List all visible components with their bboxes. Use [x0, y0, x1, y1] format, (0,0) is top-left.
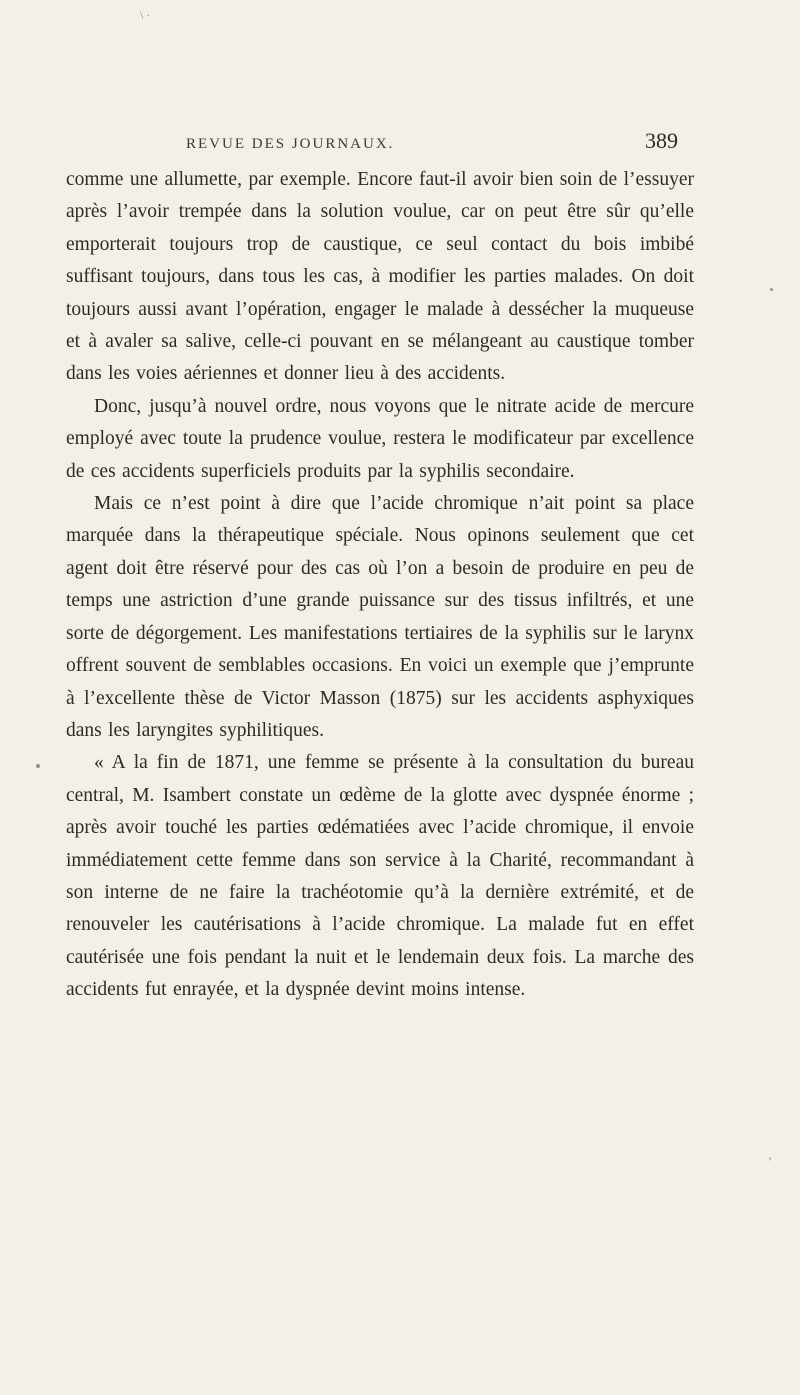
scan-speck — [770, 288, 773, 291]
paragraph-continuation: comme une allumette, par exemple. Encore faut-il avoir bien soin de l’essuyer après l’avoir trempée dans la solution voulue, car on peut être sûr qu’elle emporterait toujours trop de caustique, ce seul contact du bois imbibé suffisant toujours, dans tous les cas, à modifier les parties malades. On doit toujours aussi avant l’opération, engager le malade à dessécher la muqueuse et à avaler sa salive, celle-ci pouvant en se mélangeant au caustique tomber dans les voies aériennes et donner lieu à des accidents. — [66, 169, 694, 385]
running-header-title: REVUE DES JOURNAUX. — [186, 136, 395, 152]
paragraph-quote: « A la fin de 1871, une femme se présente à la consultation du bureau central, M. Isambert constate un œdème de la glotte avec dyspnée énorme ; après avoir touché les parties œdématiées avec l’acide chromique, il envoie immédiatement cette femme dans son service à la Charité, recommandant à son interne de ne faire la trachéotomie qu’à la dernière extrémité, et de renouveler les cautérisations à l’acide chromique. La malade fut en effet cautérisée une fois pendant la nuit et le lendemain deux fois. La marche des accidents fut enrayée, et la dyspnée devint moins intense. — [66, 752, 694, 1001]
paragraph: Donc, jusqu’à nouvel ordre, nous voyons que le nitrate acide de mercure employé avec toute la prudence voulue, restera le modificateur par excellence de ces accidents superficiels produits par la syphilis secondaire. — [66, 395, 694, 482]
scan-speck — [36, 764, 40, 768]
paragraph: Mais ce n’est point à dire que l’acide chromique n’ait point sa place marquée dans la thérapeutique spéciale. Nous opinons seulement que cet agent doit être réservé pour des cas où l’on a besoin de produire en peu de temps une astriction d’une grande puissance sur des tissus infiltrés, et une sorte de dégorgement. Les manifestations tertiaires de la syphilis sur le larynx offrent souvent de semblables occasions. En voici un exemple que j’emprunte à l’excellente thèse de Victor Masson (1875) sur les accidents asphyxiques dans les laryngites syphilitiques. — [66, 493, 694, 741]
body-text — [66, 164, 694, 1007]
running-header — [66, 128, 694, 164]
scan-artifact: ’ — [768, 1154, 772, 1168]
page-number: 389 — [645, 128, 678, 153]
scan-artifact: \ · — [140, 8, 151, 22]
text-column — [66, 128, 694, 1007]
